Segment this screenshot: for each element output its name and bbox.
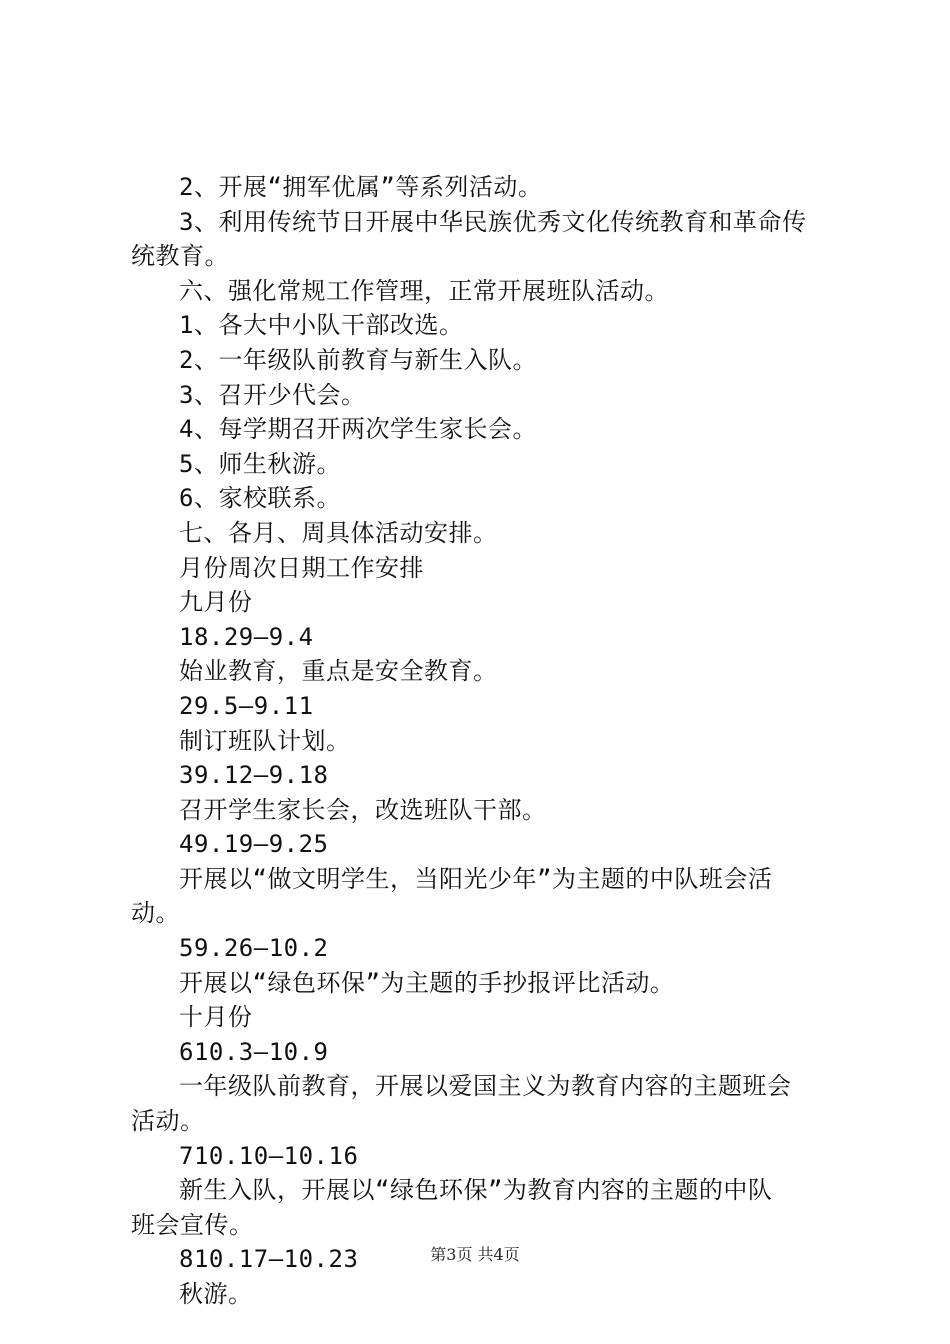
text-line: 一年级队前教育，开展以爱国主义为教育内容的主题班会 [179, 1072, 792, 1101]
text-line: 610.3—10.9 [179, 1037, 329, 1066]
text-line: 18.29—9.4 [179, 622, 314, 651]
text-line: 始业教育，重点是安全教育。 [179, 657, 498, 686]
text-line: 新生入队，开展以“绿色环保”为教育内容的主题的中队 [179, 1176, 773, 1205]
text-line: 39.12—9.18 [179, 761, 329, 790]
text-line: 动。 [131, 899, 180, 928]
text-line: 2、开展“拥军优属”等系列活动。 [179, 173, 543, 201]
text-line: 710.10—10.16 [179, 1141, 359, 1170]
text-line: 49.19—9.25 [179, 830, 329, 859]
text-line: 活动。 [131, 1107, 205, 1136]
text-line: 七、各月、周具体活动安排。 [179, 518, 498, 547]
text-line: 开展以“绿色环保”为主题的手抄报评比活动。 [179, 968, 675, 997]
text-line: 810.17—10.23 [179, 1245, 359, 1274]
text-line: 六、强化常规工作管理，正常开展班队活动。 [179, 276, 669, 305]
text-line: 5、师生秋游。 [179, 449, 341, 478]
text-line: 6、家校联系。 [179, 484, 341, 513]
text-line: 九月份 [179, 588, 253, 617]
text-line: 3、召开少代会。 [179, 380, 366, 409]
text-line: 秋游。 [179, 1280, 253, 1308]
text-line: 59.26—10.2 [179, 934, 329, 963]
text-line: 开展以“做文明学生，当阳光少年”为主题的中队班会活 [179, 864, 773, 893]
text-line: 月份周次日期工作安排 [179, 553, 424, 582]
text-line: 2、一年级队前教育与新生入队。 [179, 345, 537, 374]
text-line: 制订班队计划。 [179, 726, 351, 755]
text-line: 4、每学期召开两次学生家长会。 [179, 415, 537, 444]
text-line: 统教育。 [131, 242, 229, 271]
text-line: 3、利用传统节日开展中华民族优秀文化传统教育和革命传 [179, 207, 807, 236]
text-line: 召开学生家长会，改选班队干部。 [179, 795, 547, 824]
document-body [131, 170, 831, 1312]
text-line: 1、各大中小队干部改选。 [179, 311, 464, 340]
page-footer: 第3页 共4页 [430, 1245, 520, 1264]
text-line: 十月份 [179, 1003, 253, 1032]
text-line: 班会宣传。 [131, 1210, 254, 1239]
text-line: 29.5—9.11 [179, 691, 314, 720]
